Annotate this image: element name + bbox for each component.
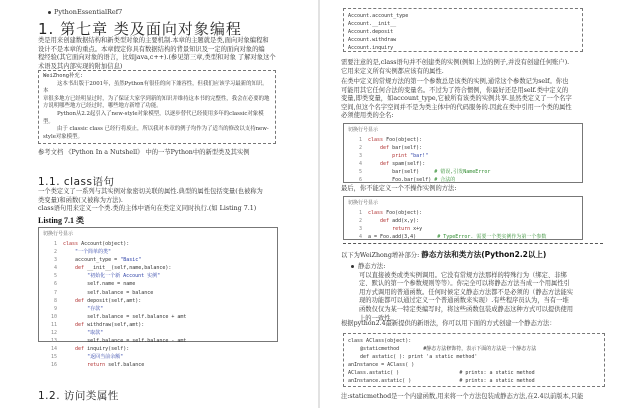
code-line: def astatic( ): print 'a static method': [348, 354, 478, 360]
code-token: # 错误,引发NameError: [434, 169, 491, 176]
code-line: [43, 313, 273, 321]
code-line: [348, 160, 578, 168]
line-number: 3: [358, 153, 362, 160]
section-line: 类变量)和函数(又被称为方法).: [38, 196, 123, 204]
line-number: 13: [50, 338, 57, 345]
static-line: 定、默认的第一个参数规则等等）。你完全可以将静态方法当成一个用属性引: [359, 280, 570, 288]
code-line: [43, 361, 273, 369]
line-number: 2: [358, 218, 362, 225]
code-token: withdraw(self,amt):: [87, 321, 145, 328]
code-lines: [43, 240, 273, 370]
code-token: def: [63, 346, 88, 353]
code-token: x+y: [413, 226, 423, 233]
code-line: [348, 233, 578, 241]
static-line: 用方式调用的普通函数。任何时候定义静态方法都不是必须的（静态方法能实: [359, 288, 574, 296]
left-page: [0, 0, 318, 408]
code-token: deposit(self,amt):: [87, 297, 142, 304]
line-number: 5: [53, 273, 57, 280]
code-line: [348, 152, 578, 160]
section-1-2-title: 1.2. 访问类属性: [38, 390, 119, 402]
top-bullet-text: PythonEssentialRef7: [54, 8, 123, 16]
code-line: [43, 264, 273, 272]
code-token: "取款": [63, 330, 104, 337]
line-number: 5: [358, 169, 362, 176]
code-token: __init__(self,name,balance):: [87, 265, 172, 272]
code-line: [43, 289, 273, 297]
self-parameter-paragraph: [341, 78, 603, 121]
line-number: 14: [50, 346, 57, 353]
toggle-line-numbers-link[interactable]: 切换行号显示: [348, 200, 379, 206]
line-number: 1: [358, 137, 362, 143]
staticmethod-note: 注:staticmethod是一个内建函数,用来将一个方法包装成静态方法,在2.4以前版本,只能: [341, 393, 584, 400]
code-token: return: [63, 362, 109, 369]
code-line: [43, 248, 273, 256]
code-token: self.balance = balance: [63, 289, 154, 296]
code-token: Account(object):: [81, 241, 130, 247]
code-line: [348, 209, 578, 217]
line-number: 1: [358, 210, 362, 216]
bullet-dot-icon: [48, 11, 51, 14]
line-number: 16: [50, 362, 57, 369]
foo-bar-code-block: [343, 123, 583, 183]
code-token: def: [368, 161, 393, 168]
line-number: 8: [53, 297, 57, 304]
code-lines: [348, 209, 578, 241]
code-token: "存款": [63, 305, 104, 312]
weizhong-intro: 以下为WeiZhong增补部分:: [341, 252, 420, 259]
new-syntax-line: 根据python2.4最新提供的新语法，你可以用下面的方式创建一个静态方法：: [341, 320, 556, 327]
code-line: [43, 305, 273, 313]
code-token: spam(self):: [392, 161, 426, 168]
foo-add-code-block: [343, 196, 583, 240]
code-line: class AClass(object):: [348, 338, 412, 344]
reference-link[interactable]: 参考文档 《Python In a Nutshell》 中的一节Python中的新型类及其实例: [38, 149, 250, 156]
attr-line: Account.account_type: [348, 13, 409, 19]
top-bullet: [48, 8, 122, 16]
section-line: 一个类定义了一系列与其实例对象密切关联的属性.典型的属性包括变量(也被称为: [38, 188, 263, 195]
code-token: "一个简单的类": [63, 249, 112, 256]
line-number: 7: [53, 289, 57, 296]
code-line: [43, 256, 273, 264]
attr-line: Account.deposit: [348, 29, 394, 35]
intro-line: 术语及其内部实现的附加信息): [38, 62, 123, 70]
code-lines: [348, 136, 578, 185]
code-line: [43, 353, 273, 361]
note-title: WeiZhong补充:: [43, 73, 83, 79]
para-line: 必须使用类的全名:: [341, 112, 394, 120]
listing-7-1-code-block: [38, 227, 278, 369]
toggle-line-numbers-link[interactable]: 切换行号显示: [348, 127, 379, 133]
intro-line: 设计不是本章的重点。本章假定你具有数据结构的背景知识及一定的面向对象的编: [38, 45, 265, 53]
line-number: 10: [50, 313, 57, 320]
code-line: [348, 217, 578, 225]
line-number: 4: [53, 265, 57, 272]
line-number: 1: [53, 241, 57, 247]
para-line: 需要注意的是,class语句并不创建类的实例(例如上边的例子,并没有创建任何账户).: [341, 59, 570, 66]
code-token: def: [63, 265, 88, 272]
code-line: [43, 272, 273, 280]
code-line: [348, 168, 578, 176]
weizhong-addition-header: [341, 251, 621, 261]
code-token: "bar!": [410, 153, 429, 160]
attr-line: Account.inquiry: [348, 45, 394, 51]
weizhong-note-box: [38, 70, 276, 144]
code-token: self.balance = self.balance - amt: [63, 338, 187, 345]
code-token: class: [368, 210, 387, 216]
code-token: self.balance: [108, 362, 145, 369]
intro-paragraph: [38, 37, 282, 71]
code-line: [43, 329, 273, 337]
page-divider: [318, 0, 320, 408]
intro-line: 程经验(其它面向对象的语言，比如java,c++).(参见第三章,类型和对象 了解对象这个: [38, 54, 276, 62]
section-1-1-paragraph: [38, 188, 282, 214]
para-line: 它用来定义所有实例都应该有的属性.: [341, 67, 444, 75]
code-token: self.name = name: [63, 281, 136, 288]
code-token: def: [368, 145, 393, 152]
code-token: def: [63, 321, 88, 328]
static-line: 可以直接被类或类实例调用。它没有常规方法那样的特殊行为（绑定、非绑: [359, 271, 567, 279]
para-line: 变量,即类变量，如account_type,它被所有该类的实例共享.虽然类定义了一个名字: [341, 95, 572, 103]
code-token: "初始化一个新 Account 实例": [63, 273, 161, 280]
code-line: [43, 321, 273, 329]
chapter-title: 1. 第七章 类及面向对象编程: [38, 20, 242, 38]
code-line: [43, 297, 273, 305]
static-method-code-box: [343, 333, 605, 387]
code-line: [43, 240, 273, 248]
code-line: [348, 225, 578, 233]
code-line: AClass.astatic( ) # prints: a static method: [348, 370, 535, 376]
code-line: [348, 176, 578, 184]
line-number: 4: [358, 161, 362, 168]
line-number: 3: [358, 226, 362, 233]
note-line: 方说明哪些地方已经过时，哪些地方新增了功能。: [43, 103, 162, 110]
static-line: 函数仅仅为某一特定类编写时，将这些函数包装成静态这种方式可以提供使用: [359, 305, 574, 313]
attr-line: Account.__init__: [348, 21, 397, 27]
code-token: class: [63, 241, 82, 247]
static-bullet-label: 静态方法:: [358, 263, 386, 270]
section-1-1-title: 1.1. class语句: [38, 176, 115, 188]
code-token: Foo.bar(self): [368, 177, 435, 184]
instance-note-paragraph: [341, 59, 603, 76]
code-token: "返回当前余额": [63, 354, 124, 361]
line-number: 9: [53, 305, 57, 312]
line-number: 15: [50, 354, 57, 361]
code-token: Foo(object):: [386, 210, 423, 216]
note-paragraph: Python从2.2起引入了new-style对象模型，以逐步替代已经使用多年的classic对象模型。: [43, 110, 264, 125]
note-paragraph: 由于 classic class 已经行将废止，所以我对本章的例子均作为了适当的修改以支持new-style对象模型。: [43, 126, 269, 140]
code-token: # TypeError. 需要一个类实例作为第一个参数: [437, 234, 547, 241]
class-attributes-box: [343, 8, 583, 52]
code-line: [43, 337, 273, 345]
static-line: 上的一致性。: [359, 314, 397, 322]
code-token: # 合法的: [434, 177, 456, 184]
dashed-separator: [343, 243, 603, 244]
section-line: class语句用来定义一个类.类的主体中语句在类定义同时执行.(如 Listing 7.1): [38, 205, 257, 213]
line-number: 11: [50, 321, 57, 328]
code-token: bar(self): [368, 169, 435, 176]
code-token: add(x,y):: [392, 218, 420, 225]
code-line: [43, 345, 273, 353]
code-token: print: [368, 153, 411, 160]
static-line: 现的功能都可以通过定义一个普通函数来实现）.有些程序员认为，当有一堆: [359, 297, 569, 305]
line-number: 6: [53, 281, 57, 288]
line-number: 12: [50, 330, 57, 337]
bullet-dot-icon: [351, 265, 354, 268]
code-token: bar(self):: [392, 145, 423, 152]
para-line: 可能用其它任何合法的变量名。不过为了符合惯例，你最好还是用self.类中定义的: [341, 86, 569, 94]
note-line: 章很多地方已经明显过时，为了保证大家学到新的知识并维持这本书的完整性，我会在必要的地: [43, 95, 270, 102]
line-number: 2: [53, 249, 57, 256]
line-number: 4: [358, 234, 362, 241]
intro-line: 类是用来创建数据结构和新类型对象的主要机制.本章的主题就是类,面向对象编程和: [38, 37, 269, 44]
static-methods-title: 静态方法和类方法(Python2.2以上): [421, 250, 547, 259]
note-line: 这本书出版于2001年，虽然Python有很佳的向下兼容性，但我们应该学习最新的知识。本: [43, 80, 268, 95]
code-token: def: [63, 297, 88, 304]
static-method-section: [351, 263, 606, 323]
code-line: [348, 144, 578, 152]
listing-title: Listing 7.1 类: [38, 216, 85, 225]
code-token: self.balance = self.balance + amt: [63, 313, 187, 320]
para-line: 在类中定义的常规方法的第一个参数总是该类的实例,通常这个参数记为self。你也: [341, 78, 569, 85]
para-line: 空间,但这个名字空间并不是为类主体中的代码服务的.因此在类中引用一个类的属性: [341, 103, 572, 111]
line-number: 2: [358, 145, 362, 152]
right-page: [321, 0, 640, 408]
code-token: return: [368, 226, 414, 233]
code-line: [348, 136, 578, 144]
code-line: anInstance.astatic( ) # prints: a static method: [348, 378, 535, 384]
code-token: "Basic": [120, 257, 142, 264]
code-token: inquiry(self):: [87, 346, 130, 353]
code-line: @staticmethod #静态方法修饰符，表示下面的方法是一个静态方法: [348, 346, 537, 352]
line-number: 3: [53, 257, 57, 264]
code-token: Foo(object):: [386, 137, 423, 143]
toggle-line-numbers-link[interactable]: 切换行号显示: [43, 231, 74, 237]
final-note: 最后，你不能定义一个不操作实例的方法:: [341, 185, 457, 192]
code-token: account_type =: [63, 257, 121, 264]
code-line: anInstance = AClass( ): [348, 362, 415, 368]
attr-line: Account.withdraw: [348, 37, 397, 43]
code-token: def: [368, 218, 393, 225]
code-token: a = Foo.add(3,4): [368, 234, 438, 241]
line-number: 6: [358, 177, 362, 184]
code-line: [43, 280, 273, 288]
code-token: class: [368, 137, 387, 143]
